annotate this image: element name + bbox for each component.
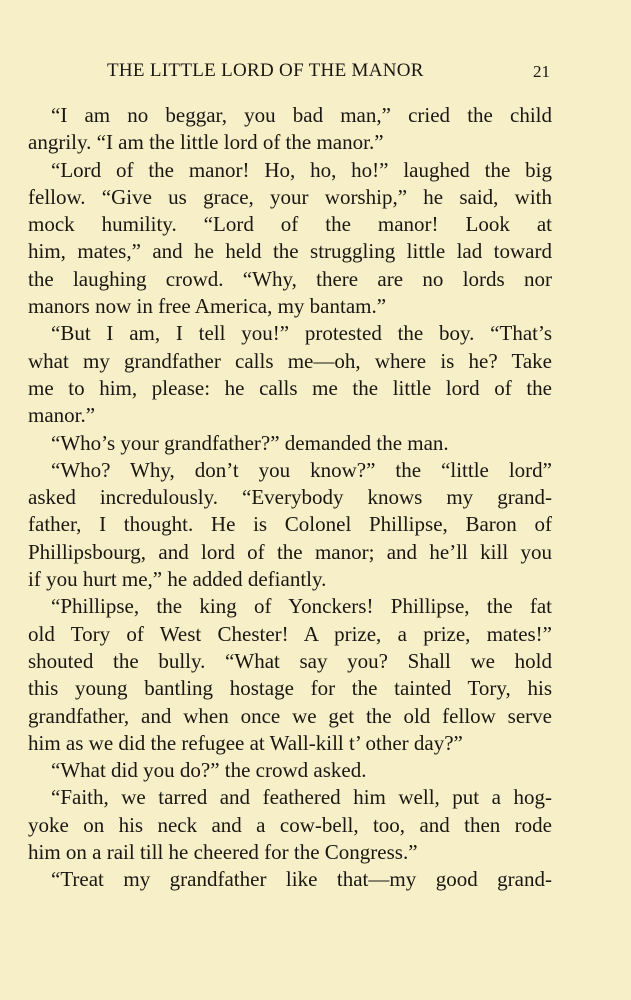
text-line-2: angrily. “I am the little lord of the manor.” [28,130,384,155]
text-line-18: if you hurt me,” he added defiantly. [28,567,327,592]
text-line-15: asked incredulously. “Everybody knows my grand- [28,485,552,510]
text-line-24: him as we did the refugee at Wall-kill t’ other day?” [28,730,463,755]
text-line-29: “Treat my grandfather like that—my good grand- [51,867,552,892]
text-line-11: me to him, please: he calls me the little lord of the [28,375,552,400]
running-head: THE LITTLE LORD OF THE MANOR [107,60,424,81]
text-line-23: grandfather, and when once we get the old fellow serve [28,703,552,728]
text-line-26: “Faith, we tarred and feathered him well, put a hog- [51,785,552,810]
text-line-14: “Who? Why, don’t you know?” the “little lord” [51,457,552,482]
text-line-12: manor.” [28,403,96,428]
text-line-21: shouted the bully. “What say you? Shall we hold [28,648,552,673]
text-line-25: “What did you do?” the crowd asked. [51,758,367,783]
text-line-20: old Tory of West Chester! A prize, a prize, mates!” [28,621,552,646]
body-text [28,102,552,894]
text-line-4: fellow. “Give us grace, your worship,” he said, with [28,184,552,209]
text-line-28: him on a rail till he cheered for the Congress.” [28,840,418,865]
text-line-22: this young bantling hostage for the tainted Tory, his [28,676,552,701]
text-line-16: father, I thought. He is Colonel Phillipse, Baron of [28,512,552,537]
text-line-6: him, mates,” and he held the struggling little lad toward [28,239,552,264]
text-line-17: Phillipsbourg, and lord of the manor; and he’ll kill you [28,539,552,564]
text-line-10: what my grandfather calls me—oh, where is he? Take [28,348,552,373]
text-line-3: “Lord of the manor! Ho, ho, ho!” laughed the big [51,157,552,182]
text-line-7: the laughing crowd. “Why, there are no lords nor [28,266,552,291]
text-line-13: “Who’s your grandfather?” demanded the man. [51,430,449,455]
text-line-27: yoke on his neck and a cow-bell, too, and then rode [28,812,552,837]
text-line-19: “Phillipse, the king of Yonckers! Phillipse, the fat [51,594,552,619]
text-line-1: “I am no beggar, you bad man,” cried the child [51,103,552,127]
text-line-9: “But I am, I tell you!” protested the boy. “That’s [51,321,552,346]
text-line-5: mock humility. “Lord of the manor! Look at [28,212,552,237]
text-line-8: manors now in free America, my bantam.” [28,294,387,319]
page-number: 21 [533,62,550,81]
